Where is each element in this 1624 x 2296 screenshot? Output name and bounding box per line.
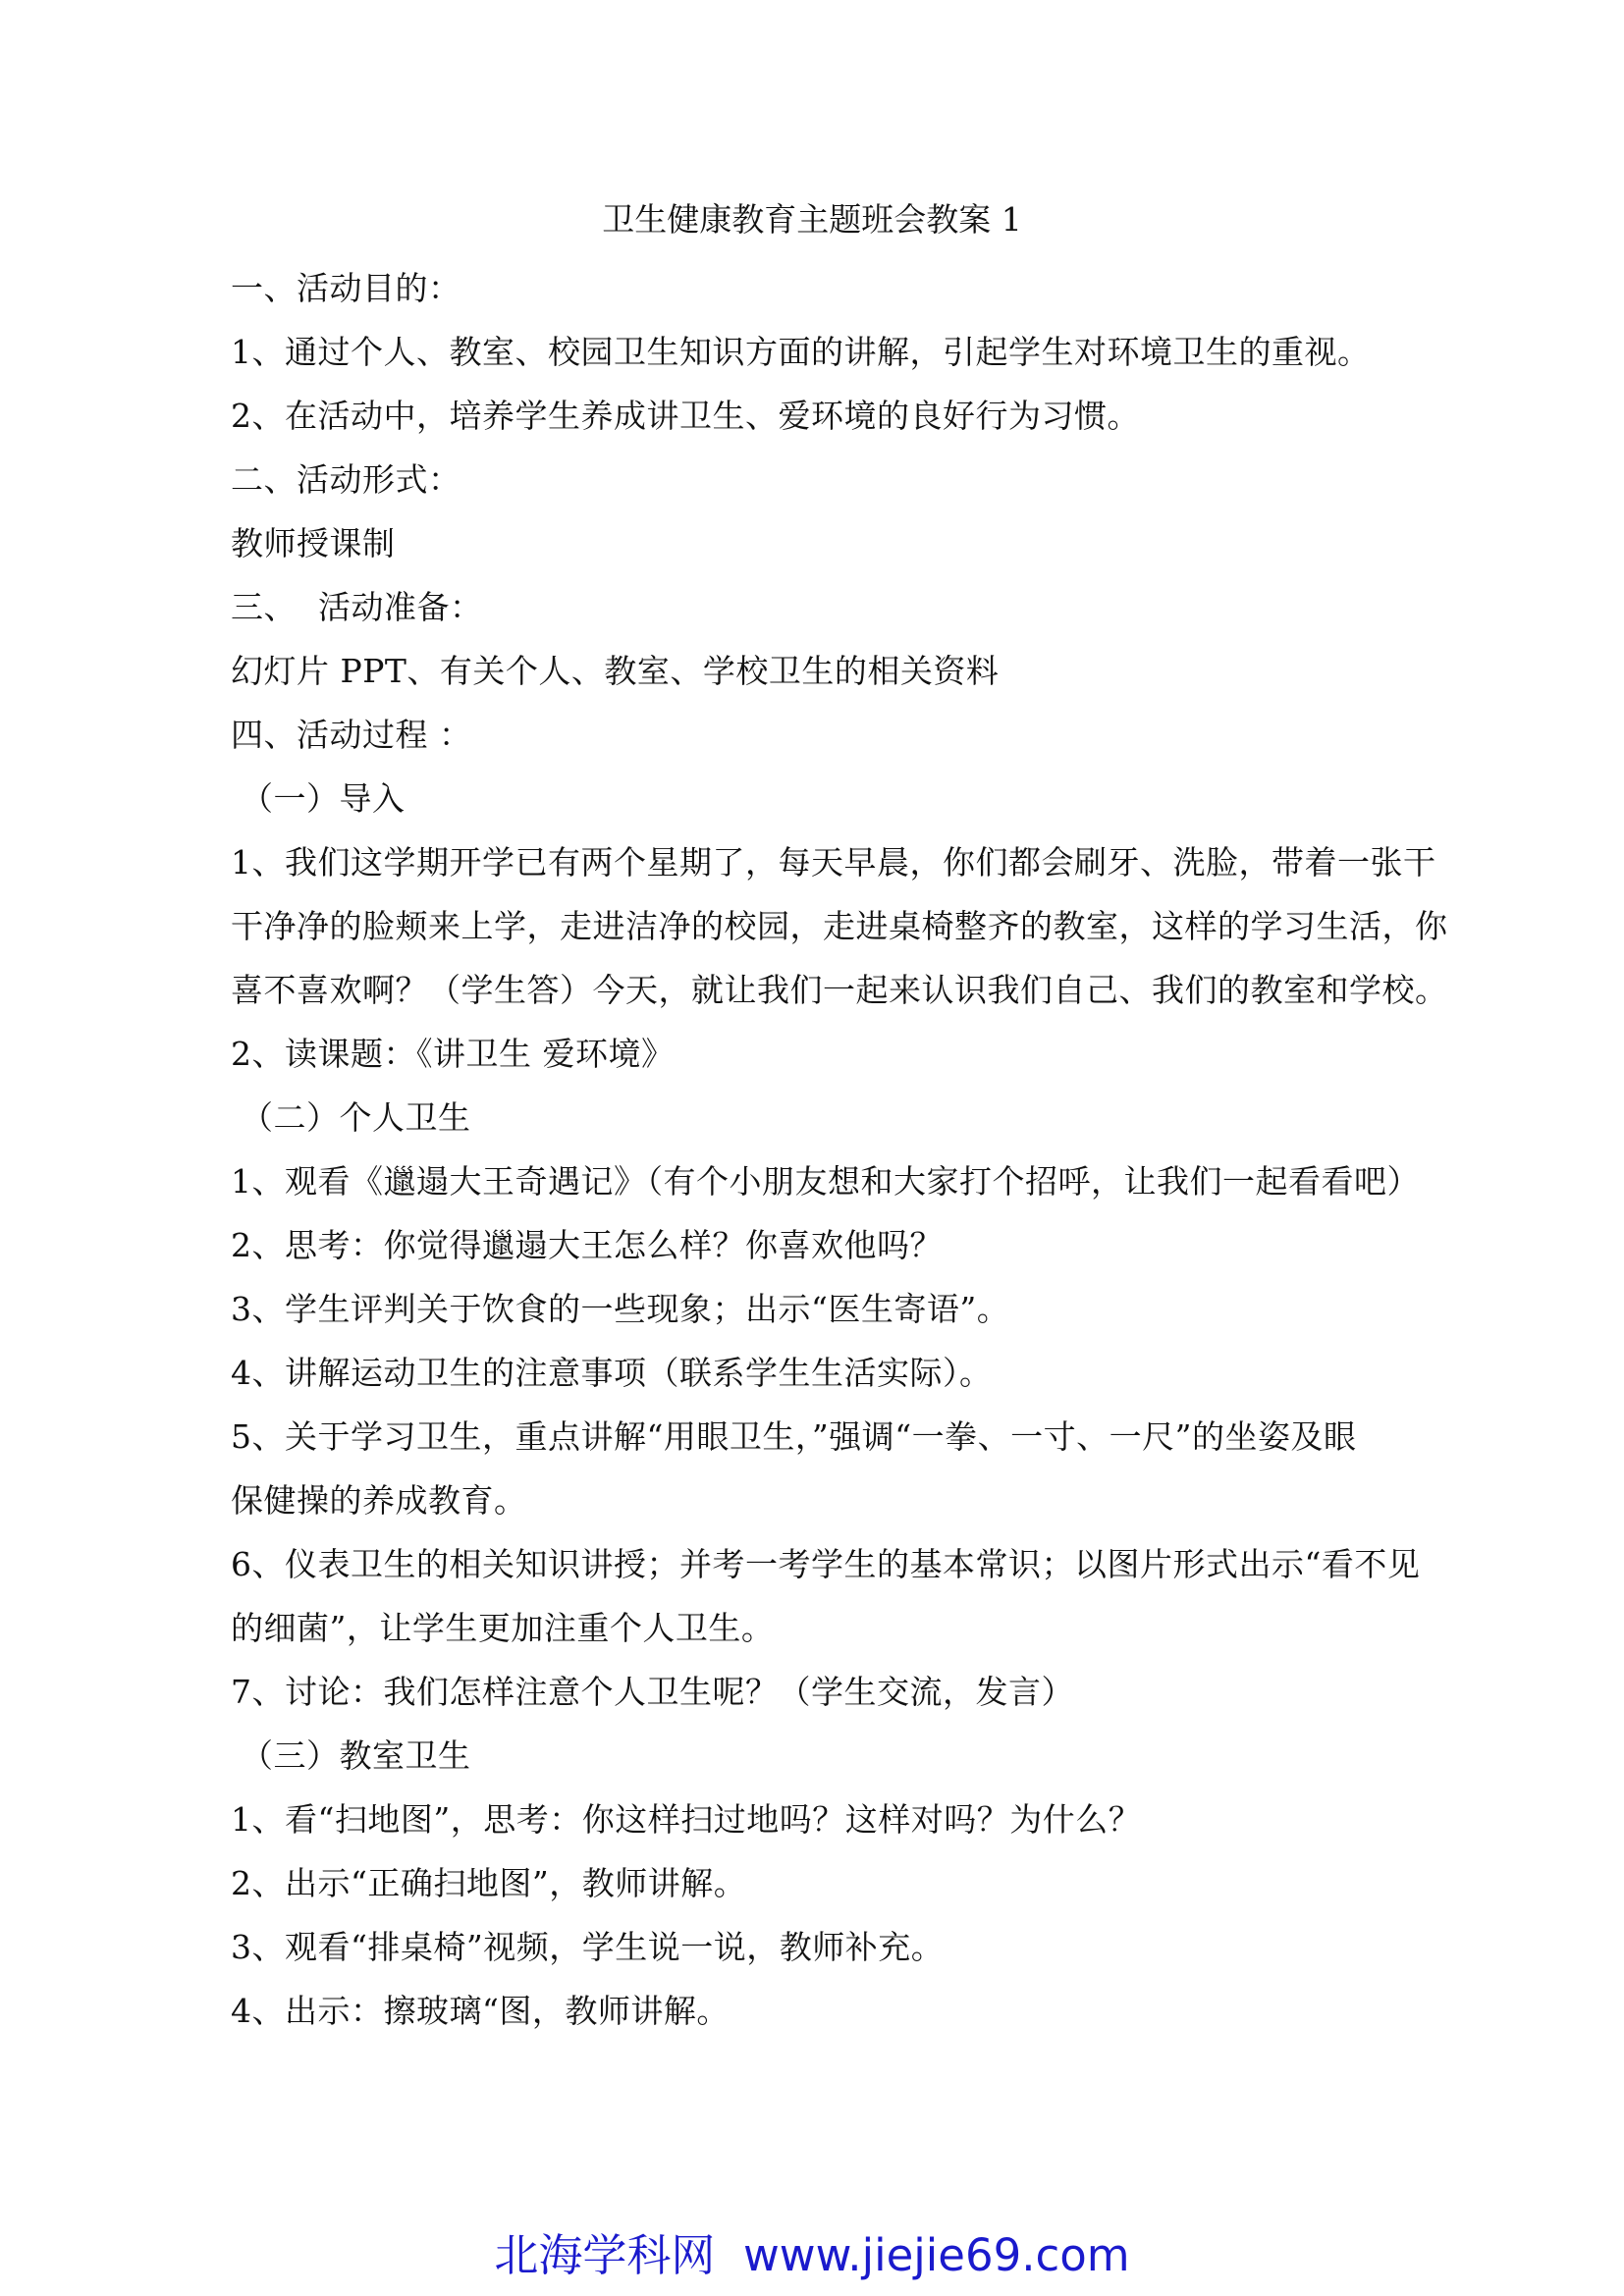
paragraph-line: 2、出示“正确扫地图”，教师讲解。: [231, 1864, 747, 1902]
paragraph-line: 6、仪表卫生的相关知识讲授；并考一考学生的基本常识；以图片形式出示“看不见: [231, 1545, 1421, 1583]
paragraph-line: 的细菌”，让学生更加注重个人卫生。: [231, 1609, 775, 1647]
paragraph-line: 喜不喜欢啊？（学生答）今天，就让我们一起来认识我们自己、我们的教室和学校。: [231, 971, 1448, 1009]
subsection-heading-classroom-hygiene: （三）教室卫生: [241, 1736, 471, 1775]
section-heading-format: 二、活动形式：: [231, 460, 461, 499]
paragraph-line: 2、思考：你觉得邋遢大王怎么样？你喜欢他吗？: [231, 1226, 943, 1264]
paragraph-line: 保健操的养成教育。: [231, 1481, 527, 1520]
paragraph-line: 3、观看“排桌椅”视频，学生说一说，教师补充。: [231, 1928, 945, 1966]
section-heading-process: 四、活动过程 ：: [231, 716, 472, 754]
paragraph-line: 4、出示：擦玻璃“图，教师讲解。: [231, 1992, 730, 2030]
paragraph-line: 2、读课题：《讲卫生 爱环境》: [231, 1035, 675, 1073]
subsection-heading-intro: （一）导入: [241, 779, 406, 818]
paragraph-line: 1、观看《邋遢大王奇遇记》（有个小朋友想和大家打个招呼，让我们一起看看吧）: [231, 1162, 1420, 1201]
paragraph-line: 1、我们这学期开学已有两个星期了，每天早晨，你们都会刷牙、洗脸，带着一张干: [231, 843, 1436, 881]
paragraph-line: 幻灯片 PPT、有关个人、教室、学校卫生的相关资料: [231, 652, 1000, 690]
document-body: [231, 256, 1448, 2043]
paragraph-line: 5、关于学习卫生，重点讲解“用眼卫生，”强调“一拳、一寸、一尺”的坐姿及眼: [231, 1417, 1357, 1456]
footer-watermark: 北海学科网 www.jiejie69.com: [494, 2229, 1130, 2281]
paragraph-line: 7、讨论：我们怎样注意个人卫生呢？（学生交流，发言）: [231, 1673, 1074, 1711]
paragraph-line: 4、讲解运动卫生的注意事项（联系学生生活实际）。: [231, 1354, 993, 1392]
section-heading-preparation: 三、 活动准备：: [231, 588, 483, 626]
paragraph-line: 1、看“扫地图”，思考：你这样扫过地吗？这样对吗？为什么？: [231, 1800, 1142, 1839]
paragraph-line: 2、在活动中，培养学生养成讲卫生、爱环境的良好行为习惯。: [231, 397, 1140, 435]
paragraph-line: 干净净的脸颊来上学，走进洁净的校园，走进桌椅整齐的教室，这样的学习生活，你: [231, 907, 1448, 945]
paragraph-line: 3、学生评判关于饮食的一些现象；出示“医生寄语”。: [231, 1290, 1010, 1328]
section-heading-objectives: 一、活动目的：: [231, 269, 461, 307]
subsection-heading-personal-hygiene: （二）个人卫生: [241, 1098, 471, 1137]
paragraph-line: 1、通过个人、教室、校园卫生知识方面的讲解，引起学生对环境卫生的重视。: [231, 333, 1371, 371]
paragraph-line: 教师授课制: [231, 524, 396, 562]
document-title: 卫生健康教育主题班会教案 1: [602, 200, 1022, 239]
